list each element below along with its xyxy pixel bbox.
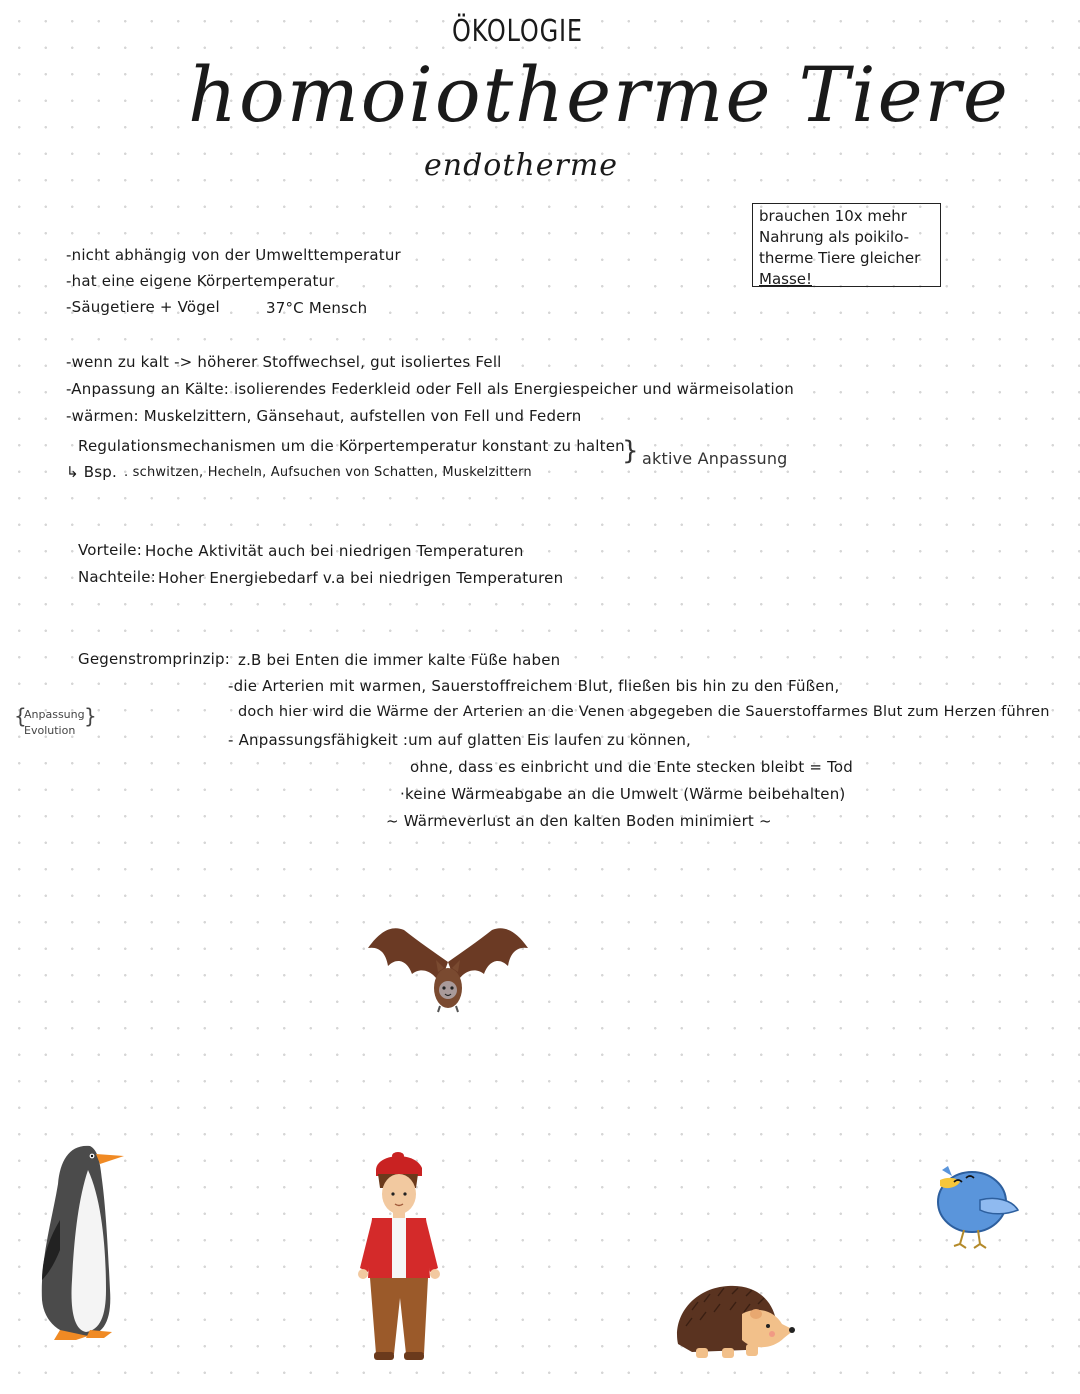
hedgehog-icon	[672, 1280, 796, 1364]
note-line: Nahrung als poikilo-	[759, 228, 910, 246]
boy-icon	[354, 1148, 444, 1368]
countercurrent-intro: z.B bei Enten die immer kalte Füße haben	[238, 651, 561, 669]
human-temperature: 37°C Mensch	[266, 299, 368, 317]
note-line: therme Tiere gleicher	[759, 249, 921, 267]
feature-item: -nicht abhängig von der Umwelttemperatur	[66, 246, 401, 264]
side-note-brace-right: }	[84, 704, 97, 728]
side-note	[24, 707, 85, 739]
countercurrent-line: doch hier wird die Wärme der Arterien an die Venen abgegeben die Sauerstoffarmes Blut zum Herzen führen	[238, 704, 1050, 720]
example-prefix: ↳ Bsp.	[66, 463, 117, 481]
feature-item: -Säugetiere + Vögel	[66, 298, 220, 316]
mechanism-item: -Anpassung an Kälte: isolierendes Federkleid oder Fell als Energiespeicher und wärmeisolation	[66, 380, 794, 398]
bird-icon	[930, 1160, 1022, 1252]
mechanism-item: -wärmen: Muskelzittern, Gänsehaut, aufstellen von Fell und Federn	[66, 407, 582, 425]
countercurrent-line: ~ Wärmeverlust an den kalten Boden minimiert ~	[386, 812, 772, 830]
example-text: . schwitzen, Hecheln, Aufsuchen von Schatten, Muskelzittern	[124, 465, 532, 480]
page-title: homoiotherme Tiere	[188, 50, 1010, 139]
con-label: Nachteile:	[78, 568, 156, 586]
page-subtitle: endotherme	[424, 148, 619, 183]
bat-icon	[364, 922, 532, 1014]
con-text: Hoher Energiebedarf v.a bei niedrigen Temperaturen	[158, 569, 564, 587]
side-note-line: Evolution	[24, 724, 76, 737]
side-note-brace-left: {	[14, 704, 27, 728]
countercurrent-line: ·keine Wärmeabgabe an die Umwelt (Wärme beibehalten)	[400, 785, 846, 803]
pro-text: Hoche Aktivität auch bei niedrigen Temperaturen	[145, 542, 524, 560]
countercurrent-label: Gegenstromprinzip:	[78, 650, 231, 668]
subject-heading: ÖKOLOGIE	[452, 14, 583, 49]
mechanism-item: -wenn zu kalt -> höherer Stoffwechsel, gut isoliertes Fell	[66, 353, 502, 371]
note-line: Masse!	[759, 270, 813, 288]
regulation-text: Regulationsmechanismen um die Körpertemperatur konstant zu halten	[78, 437, 625, 455]
penguin-icon	[30, 1140, 130, 1345]
countercurrent-line: -die Arterien mit warmen, Sauerstoffreichem Blut, fließen bis hin zu den Füßen,	[228, 677, 840, 695]
bracket: }	[622, 436, 639, 466]
note-line: brauchen 10x mehr	[759, 207, 907, 225]
bracket-label: aktive Anpassung	[642, 449, 788, 468]
side-note-line: Anpassung	[24, 708, 85, 721]
countercurrent-line: ohne, dass es einbricht und die Ente stecken bleibt = Tod	[410, 758, 854, 776]
countercurrent-line: - Anpassungsfähigkeit :um auf glatten Eis laufen zu können,	[228, 731, 692, 749]
feature-item: -hat eine eigene Körpertemperatur	[66, 272, 335, 290]
pro-label: Vorteile:	[78, 541, 142, 559]
note-box	[752, 203, 941, 287]
